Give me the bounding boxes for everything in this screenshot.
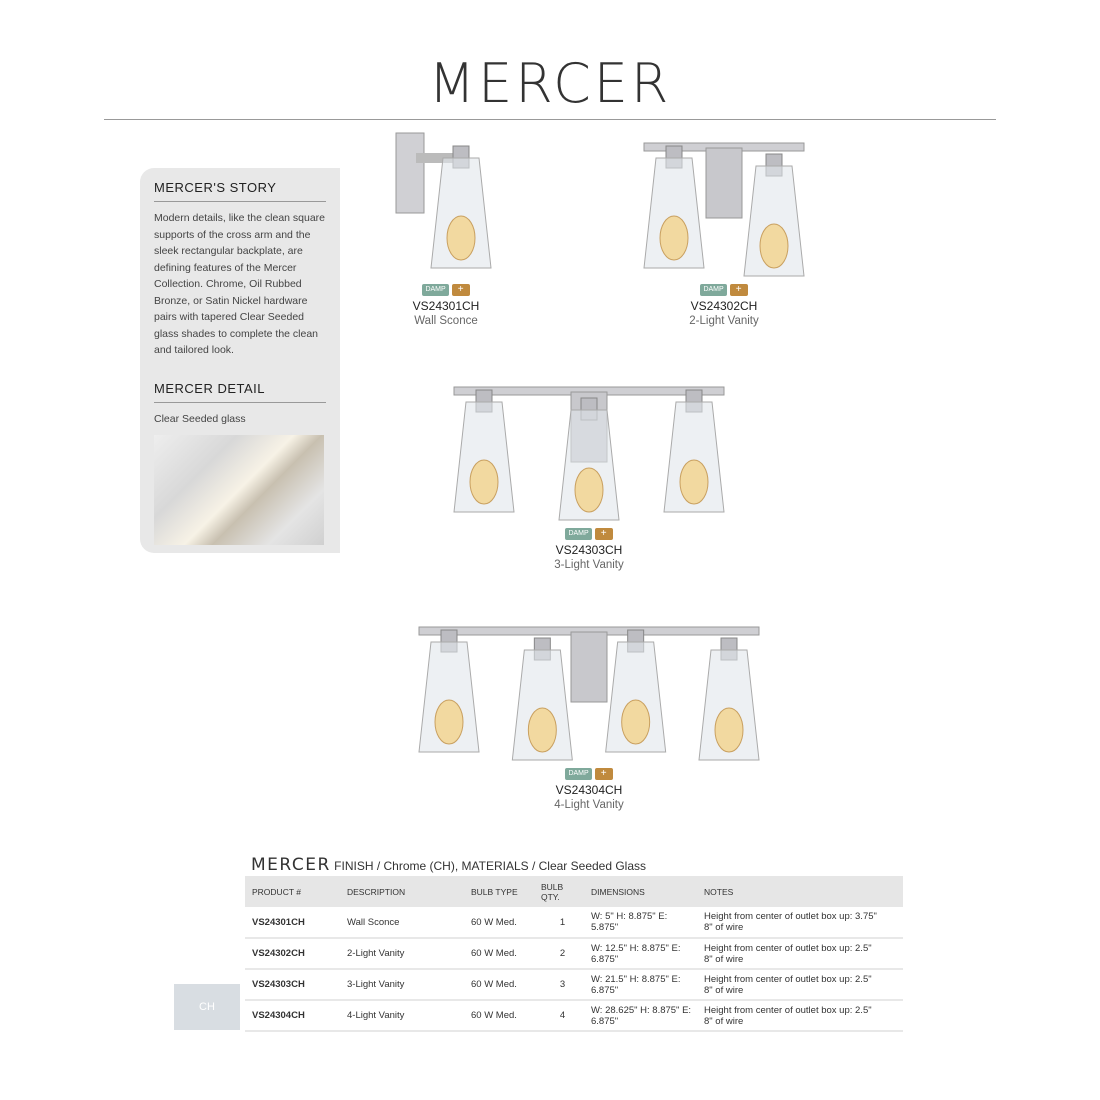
- dimensions: W: 12.5" H: 8.875" E: 6.875": [584, 938, 697, 969]
- notes-wire: 8" of wire: [704, 922, 744, 933]
- page-title: MERCER: [428, 52, 672, 115]
- table-row: [245, 969, 903, 1000]
- description: 2-Light Vanity: [340, 938, 464, 969]
- bulb: [470, 460, 498, 504]
- dimensions: W: 5" H: 8.875" E: 5.875": [584, 907, 697, 938]
- plus-badge: +: [595, 528, 613, 540]
- bulb: [575, 468, 603, 512]
- col-header: BULB TYPE: [464, 876, 534, 907]
- backplate: [706, 148, 742, 218]
- bulb-qty: 3: [534, 969, 584, 1000]
- bulb: [447, 216, 475, 260]
- detail-caption: Clear Seeded glass: [154, 412, 246, 425]
- table-title: [251, 855, 646, 875]
- spec-table: [245, 876, 903, 1032]
- 4-light-vanity-image: [409, 612, 769, 762]
- story-heading: MERCER'S STORY: [154, 180, 326, 202]
- product-card[interactable]: [624, 128, 824, 327]
- table-subtitle: FINISH / Chrome (CH), MATERIALS / Clear Seeded Glass: [334, 859, 647, 873]
- notes-wire: 8" of wire: [704, 953, 744, 965]
- product-number: VS24304CH: [245, 1000, 340, 1031]
- bulb-qty: 1: [534, 907, 584, 938]
- notes-wire: 8" of wire: [704, 1015, 744, 1027]
- notes: [697, 969, 903, 1000]
- title-divider: [104, 119, 996, 120]
- damp-badge: DAMP: [565, 528, 591, 540]
- product-name: 4-Light Vanity: [554, 799, 624, 811]
- plus-badge: +: [452, 284, 470, 296]
- sidebar-panel: [140, 168, 340, 553]
- product-card[interactable]: [439, 372, 739, 571]
- bulb: [660, 216, 688, 260]
- 2-light-vanity-image: [634, 128, 814, 278]
- 3-light-vanity-image: [444, 372, 734, 522]
- col-header: DIMENSIONS: [584, 876, 697, 907]
- description: 4-Light Vanity: [340, 1000, 464, 1031]
- product-sku: VS24304CH: [555, 783, 623, 797]
- wall-sconce-image: [386, 128, 506, 278]
- bulb: [680, 460, 708, 504]
- product-number: VS24303CH: [245, 969, 340, 1000]
- notes: [697, 907, 903, 938]
- table-row: [245, 938, 903, 969]
- bulb: [715, 708, 743, 752]
- bulb-type: 60 W Med.: [464, 907, 534, 938]
- product-name: 3-Light Vanity: [554, 559, 624, 571]
- bulb: [760, 224, 788, 268]
- backplate: [571, 632, 607, 702]
- col-header: DESCRIPTION: [340, 876, 464, 907]
- description: 3-Light Vanity: [340, 969, 464, 1000]
- dimensions: W: 21.5" H: 8.875" E: 6.875": [584, 969, 697, 1000]
- bulb-type: 60 W Med.: [464, 938, 534, 969]
- notes-height: Height from center of outlet box up: 2.5": [704, 1004, 872, 1016]
- col-header: NOTES: [697, 876, 903, 907]
- bulb: [435, 700, 463, 744]
- bulb-type: 60 W Med.: [464, 1000, 534, 1031]
- product-number: VS24302CH: [245, 938, 340, 969]
- story-text: Modern details, like the clean square supports of the cross arm and the sleek rectangular backplate, are defining features of the Mercer Collection. Chrome, Oil Rubbed Bronze, or Satin Nickel hardware pairs with tapered Clear Seeded glass shades to complete the clean and tailored look.: [154, 212, 326, 356]
- detail-heading: MERCER DETAIL: [154, 381, 326, 403]
- product-sku: VS24303CH: [555, 543, 623, 557]
- bulb-type: 60 W Med.: [464, 969, 534, 1000]
- plus-badge: +: [730, 284, 748, 296]
- notes: [697, 1000, 903, 1031]
- notes: [697, 938, 903, 969]
- table-row: [245, 1000, 903, 1031]
- product-number: VS24301CH: [245, 907, 340, 938]
- product-name: 2-Light Vanity: [689, 315, 759, 327]
- dimensions: W: 28.625" H: 8.875" E: 6.875": [584, 1000, 697, 1031]
- notes-height: Height from center of outlet box up: 2.5": [704, 942, 872, 954]
- notes-height: Height from center of outlet box up: 3.75": [704, 911, 877, 922]
- finish-tab: CH: [174, 984, 240, 1030]
- damp-badge: DAMP: [565, 768, 591, 780]
- collection-name: MERCER: [251, 855, 331, 875]
- product-card[interactable]: [404, 612, 774, 811]
- notes-wire: 8" of wire: [704, 984, 744, 996]
- damp-badge: DAMP: [422, 284, 448, 296]
- description: Wall Sconce: [340, 907, 464, 938]
- col-header: PRODUCT #: [245, 876, 340, 907]
- bulb-qty: 4: [534, 1000, 584, 1031]
- notes-height: Height from center of outlet box up: 2.5": [704, 973, 872, 985]
- product-name: Wall Sconce: [414, 315, 478, 327]
- damp-badge: DAMP: [700, 284, 726, 296]
- bulb: [622, 700, 650, 744]
- col-header: BULB QTY.: [534, 876, 584, 907]
- table-row: [245, 907, 903, 938]
- bulb-qty: 2: [534, 938, 584, 969]
- plus-badge: +: [595, 768, 613, 780]
- product-card[interactable]: [366, 128, 526, 327]
- seeded-glass-image: [154, 435, 324, 545]
- bulb: [528, 708, 556, 752]
- product-sku: VS24302CH: [690, 299, 758, 313]
- product-sku: VS24301CH: [412, 299, 480, 313]
- backplate: [396, 133, 424, 213]
